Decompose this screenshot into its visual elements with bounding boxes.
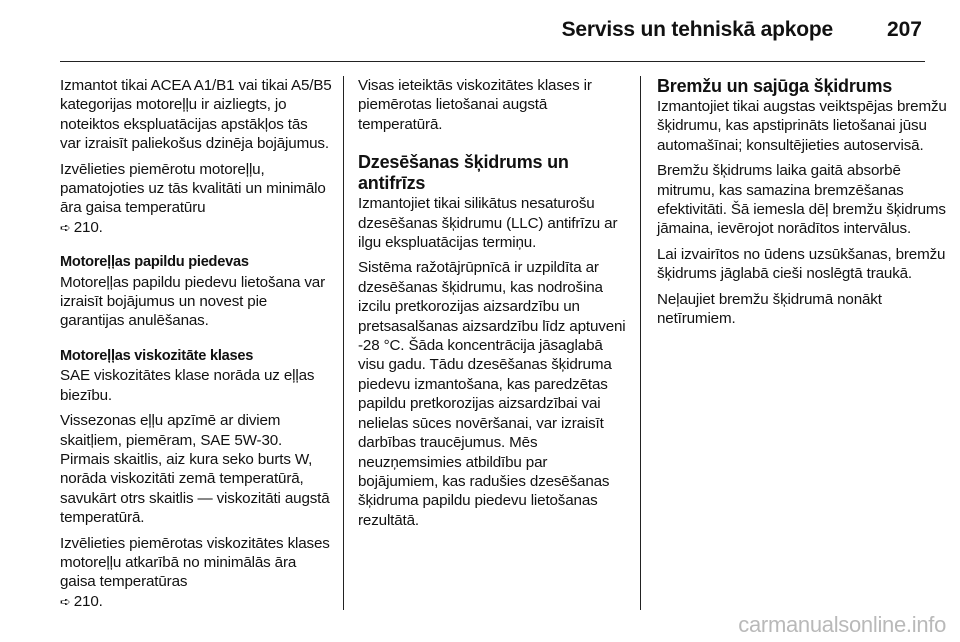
section-heading: Bremžu un sajūga šķidrums xyxy=(657,76,893,96)
paragraph: Motoreļļas papildu piedevu lietošana var izraisīt bojājumus un novest pie garantijas anulēšanas. xyxy=(60,273,326,330)
right-arrow-icon: ➪ xyxy=(60,219,71,235)
column-divider xyxy=(640,76,641,610)
paragraph: Izvēlieties piemērotas viskozitātes klases motoreļļu atkarībā no minimālās āra gaisa temperatūras ➪ 210. xyxy=(60,534,330,610)
paragraph: Izmantojiet tikai augstas veiktspējas bremžu šķidrumu, kas apstiprināts lietošanai jūsu automašīnai; konsultējieties autoservisā. xyxy=(657,98,947,154)
paragraph: Visas ieteiktās viskozitātes klases ir piemērotas lietošanai augstā temperatūrā. xyxy=(358,77,592,133)
column-left xyxy=(60,76,332,617)
paragraph: Neļaujiet bremžu šķidrumā nonākt netīrumiem. xyxy=(657,290,882,328)
paragraph: Sistēma ražotājrūpnīcā ir uzpildīta ar dzesēšanas šķidrumu, kas nodrošina izcilu pretkorozijas aizsardzību un pretsasalšanas aizsardzību līdz aptuveni -28 °C. Šāda koncentrācija jāsaglabā visu gadu. Tādu dzesēšanas šķidruma piedevu izmantošana, kas paredzētas papildu pretkorozijas aizsardzībai vai nelielas sūces novēršanai, var izraisīt darbības traucējumus. Mēs neuzņemsimies atbildību par bojājumiem, kas radušies dzesēšanas šķidruma papildu piedevu lietošanas rezultātā. xyxy=(358,259,626,529)
page-number: 207 xyxy=(886,18,922,41)
subheading: Motoreļļas viskozitāte klases xyxy=(60,347,254,364)
right-arrow-icon: ➪ xyxy=(60,593,71,609)
column-right xyxy=(657,76,953,334)
paragraph: SAE viskozitātes klase norāda uz eļļas biezību. xyxy=(60,367,315,404)
paragraph: Izmantot tikai ACEA A1/B1 vai tikai A5/B5 kategorijas motoreļļu ir aizliegts, jo noteiktos ekspluatācijas apstākļos tās var izraisīt paliekošus dzinēja bojājumus. xyxy=(60,77,332,153)
page-header xyxy=(0,0,960,62)
page-reference-link[interactable]: ➪ 210. xyxy=(60,592,103,610)
subheading: Motoreļļas papildu piedevas xyxy=(60,254,249,271)
paragraph: Vissezonas eļļu apzīmē ar diviem skaitļiem, piemēram, SAE 5W-30. Pirmais skaitlis, aiz kura seko burts W, norāda viskozitāti zemā temperatūrā, savukārt otrs skaitlis — viskozitāti augstā temperatūrā. xyxy=(60,412,330,527)
paragraph: Lai izvairītos no ūdens uzsūkšanas, bremžu šķidrums jāglabā cieši noslēgtā traukā. xyxy=(657,245,946,283)
column-divider xyxy=(343,76,344,610)
column-middle xyxy=(358,76,626,536)
header-divider xyxy=(60,61,925,62)
paragraph: Izmantojiet tikai silikātus nesaturošu dzesēšanas šķidrumu (LLC) antifrīzu ar ilgu ekspluatācijas termiņu. xyxy=(358,195,618,252)
page-reference-link[interactable]: ➪ 210. xyxy=(60,218,103,236)
paragraph: Izvēlieties piemērotu motoreļļu, pamatojoties uz tās kvalitāti un minimālo āra gaisa temperatūru ➪ 210. xyxy=(60,160,326,236)
section-heading: Dzesēšanas šķidrums un antifrīzs xyxy=(358,152,569,194)
paragraph: Bremžu šķidrums laika gaitā absorbē mitrumu, kas samazina bremzēšanas efektivitāti. Šā iemesla dēļ bremžu šķidrums jāmaina, ievērojot norādītos intervālus. xyxy=(657,162,946,238)
page-title: Serviss un tehniskā apkope xyxy=(561,18,833,41)
watermark: carmanualsonline.info xyxy=(738,612,946,637)
